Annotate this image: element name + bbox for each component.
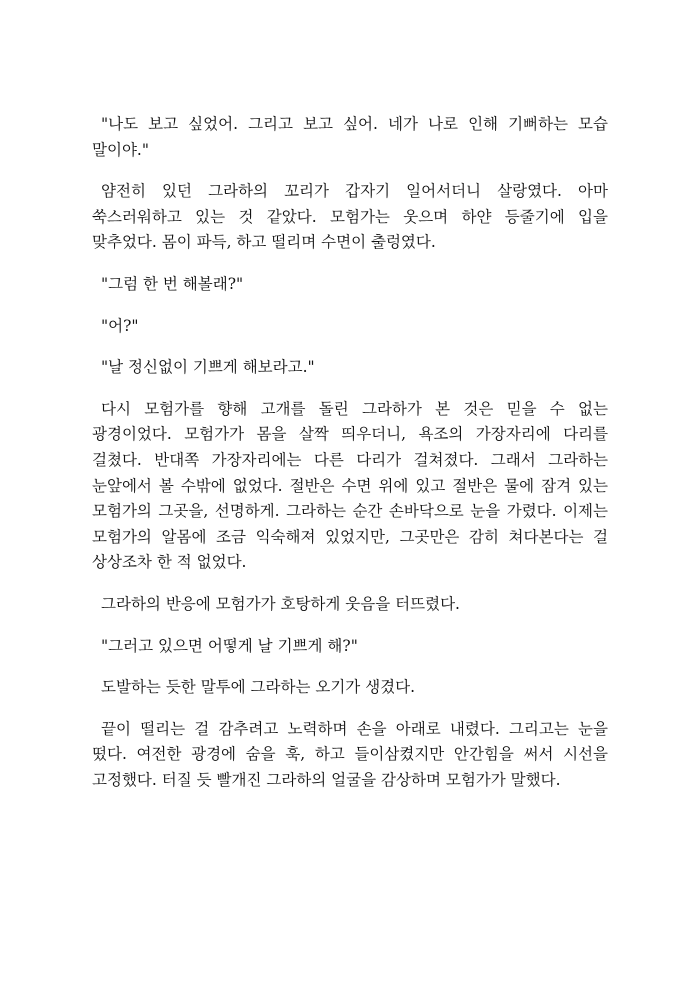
paragraph: 그라하의 반응에 모험가가 호탕하게 웃음을 터뜨렸다.: [101, 594, 460, 613]
paragraph: 다시 모험가를 향해 고개를 돌린 그라하가 본 것은 믿을 수 없는 광경이었다. 모험가가 몸을 살짝 띄우더니, 욕조의 가장자리에 다리를 걸쳤다. 반대쪽 가장자리에는 다른 다리가 걸쳐졌다. 그래서 그라하는 눈앞에서 볼 수밖에 없었다. 절반은 수면 위에 있고 절반은 물에 잠겨 있는 모험가의 그곳을, 선명하게. 그라하는 순간 손바닥으로 눈을 가렸다. 이제는 모험가의 알몸에 조금 익숙해져 있었지만, 그곳만은 감히 쳐다본다는 걸 상상조차 한 적 없었다.: [92, 399, 608, 572]
paragraph: 끝이 떨리는 걸 감추려고 노력하며 손을 아래로 내렸다. 그리고는 눈을 떴다. 여전한 광경에 숨을 훅, 하고 들이삼켰지만 안간힘을 써서 시선을 고정했다. 터질 듯 빨개진 그라하의 얼굴을 감상하며 모험가가 말했다.: [92, 719, 608, 789]
paragraph: "날 정신없이 기쁘게 해보라고.": [101, 358, 315, 377]
paragraph: "나도 보고 싶었어. 그리고 보고 싶어. 네가 나로 인해 기뻐하는 모습 말이야.": [92, 115, 608, 159]
paragraph: "어?": [101, 316, 139, 335]
paragraph: "그럼 한 번 해볼래?": [101, 274, 244, 293]
paragraph: 얌전히 있던 그라하의 꼬리가 갑자기 일어서더니 살랑였다. 아마 쑥스러워하고 있는 것 같았다. 모험가는 웃으며 하얀 등줄기에 입을 맞추었다. 몸이 파득, 하고 떨리며 수면이 출렁였다.: [92, 182, 608, 252]
paragraph: "그러고 있으면 어떻게 날 기쁘게 해?": [101, 636, 358, 655]
paragraph: 도발하는 듯한 말투에 그라하는 오기가 생겼다.: [101, 678, 416, 697]
document-body: [92, 112, 608, 809]
